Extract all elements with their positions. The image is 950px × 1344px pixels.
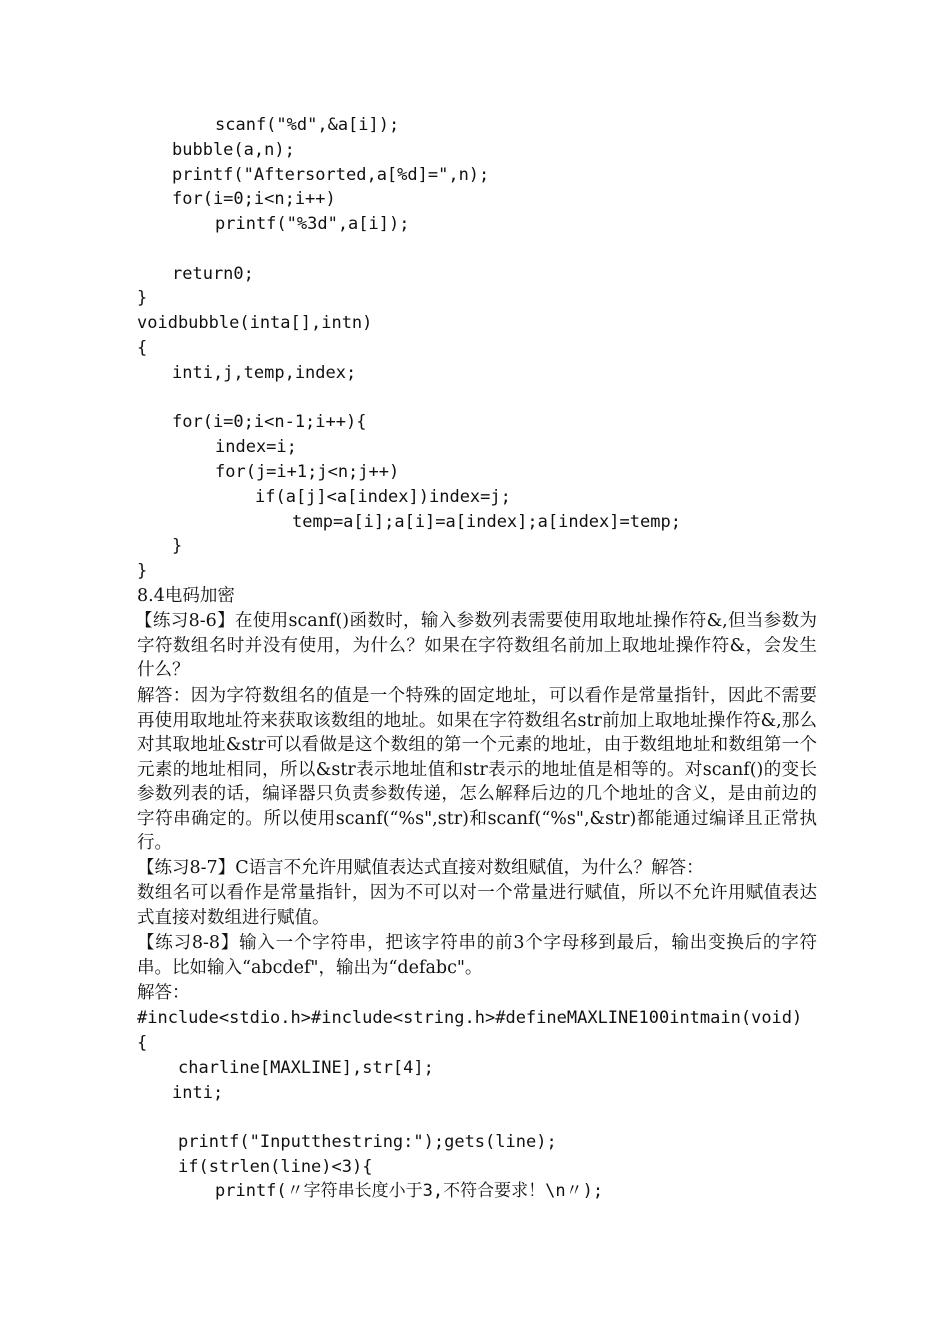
code-line: temp=a[i];a[i]=a[index];a[index]=temp; <box>292 512 681 532</box>
section-heading: 8.4电码加密 <box>137 586 235 606</box>
code-line: printf("%3d",a[i]); <box>215 214 410 234</box>
exercise-label: 【练习8-7】 <box>137 858 236 878</box>
code-line: { <box>137 1033 148 1053</box>
code-line: printf("Aftersorted,a[%d]=",n); <box>172 165 490 185</box>
exercise-label: 【练习8-6】 <box>135 611 235 631</box>
code-line: printf("Inputthestring:");gets(line); <box>178 1132 557 1152</box>
exercise-text: 输入一个字符串，把该字符串的前3个字母移到最后，输出变换后的字符串。比如输入“abcdef"，输出为“defabc"。 <box>137 933 817 978</box>
exercise-8-6-answer: 解答：因为字符数组名的值是一个特殊的固定地址，可以看作是常量指针，因此不需要再使用取地址符来获取该数组的地址。如果在字符数组名str前加上取地址操作符&,那么对其取地址&str可以看做是这个数组的第一个元素的地址，由于数组地址和数组第一个元素的地址相同，所以&str表示地址值和str表示的地址值是相等的。对scanf()的变长参数列表的话，编译器只负责参数传递，怎么解释后边的几个地址的含义，是由前边的字符串确定的。所以使用scanf(“%s",str)和scanf(“%s",&str)都能通过编译且正常执行。 <box>137 686 817 853</box>
code-line: return0; <box>172 264 254 284</box>
exercise-8-7-question <box>137 856 817 881</box>
code-line: for(i=0;i<n;i++) <box>172 189 336 209</box>
exercise-label: 【练习8-8】 <box>137 933 240 953</box>
code-line: { <box>137 338 148 358</box>
code-line: bubble(a,n); <box>172 140 295 160</box>
code-line: inti; <box>172 1083 224 1103</box>
code-line: } <box>137 288 148 308</box>
exercise-text: 在使用scanf()函数时，输入参数列表需要使用取地址操作符&,但当参数为字符数组名时并没有使用，为什么？如果在字符数组名前加上取地址操作符&，会发生什么？ <box>137 611 817 680</box>
code-line: voidbubble(inta[],intn) <box>137 313 373 333</box>
code-line: if(strlen(line)<3){ <box>178 1157 373 1177</box>
code-line: #include<stdio.h>#include<string.h>#defineMAXLINE100intmain(void) <box>137 1008 803 1028</box>
code-line: } <box>137 561 148 581</box>
code-line: printf(〃字符串长度小于3,不符合要求！\n〃); <box>215 1181 604 1201</box>
code-line: } <box>172 536 183 556</box>
exercise-8-7-answer: 数组名可以看作是常量指针，因为不可以对一个常量进行赋值，所以不允许用赋值表达式直接对数组进行赋值。 <box>137 883 817 928</box>
code-line: charline[MAXLINE],str[4]; <box>178 1058 434 1078</box>
code-line: for(i=0;i<n-1;i++){ <box>172 412 367 432</box>
code-line: for(j=i+1;j<n;j++) <box>215 462 400 482</box>
exercise-text: C语言不允许用赋值表达式直接对数组赋值，为什么？解答： <box>235 858 704 878</box>
code-line: inti,j,temp,index; <box>172 363 357 383</box>
code-line: scanf("%d",&a[i]); <box>215 115 400 135</box>
code-line: if(a[j]<a[index])index=j; <box>255 487 511 507</box>
exercise-8-6-question <box>137 609 817 683</box>
code-line: index=i; <box>215 437 297 457</box>
exercise-8-8-question <box>137 931 817 980</box>
exercise-8-8-answer-label: 解答： <box>137 983 190 1003</box>
